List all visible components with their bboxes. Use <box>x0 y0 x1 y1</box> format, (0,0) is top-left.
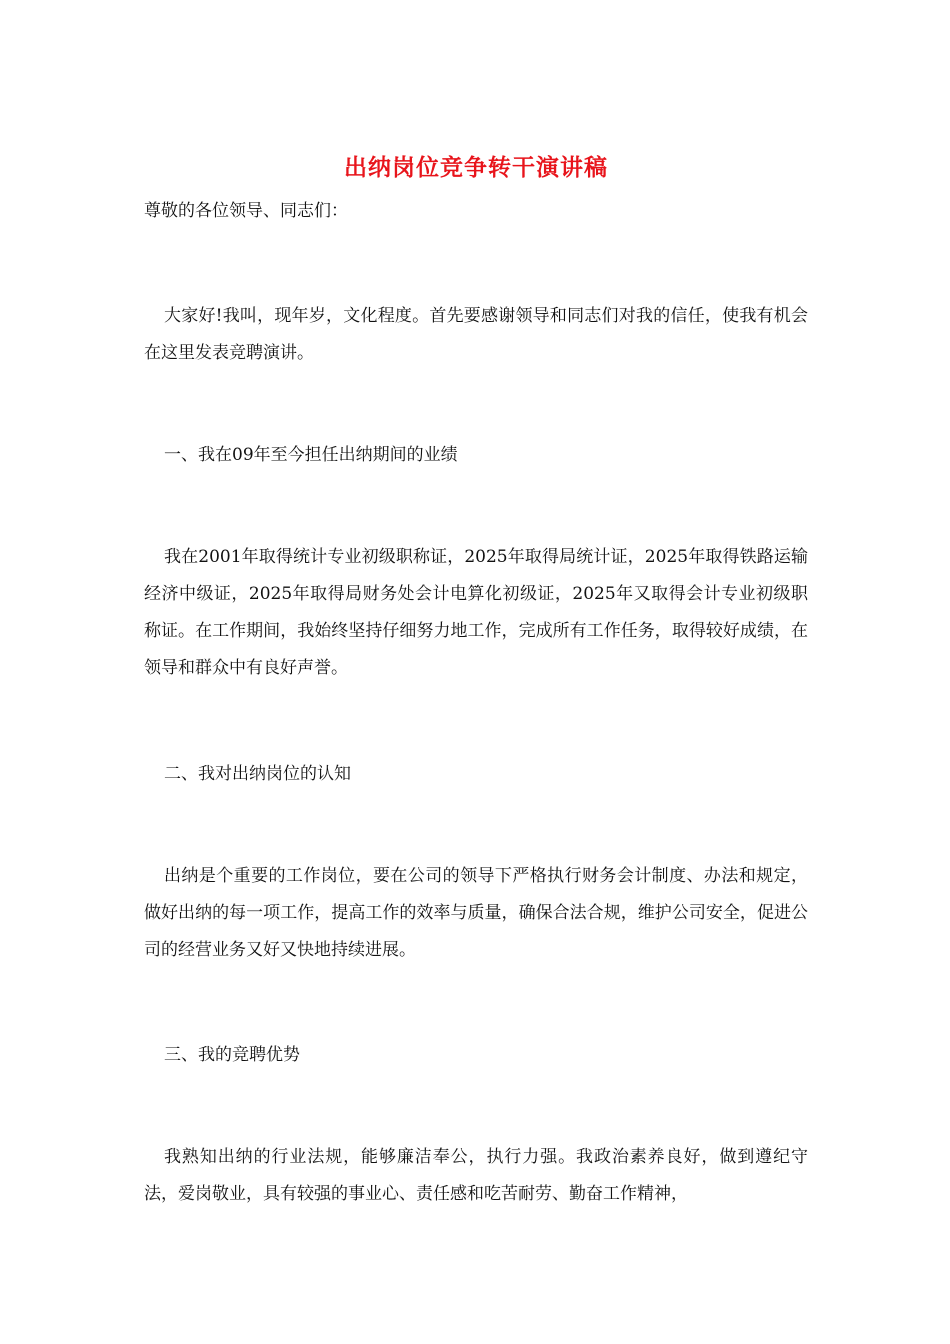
paragraph-advantages: 我熟知出纳的行业法规，能够廉洁奉公，执行力强。我政治素养良好，做到遵纪守法，爱岗敬业，具有较强的事业心、责任感和吃苦耐劳、勤奋工作精神， <box>144 1147 808 1204</box>
salutation: 尊敬的各位领导、同志们： <box>144 201 348 221</box>
section-heading-3: 三、我的竞聘优势 <box>164 1045 300 1065</box>
section-heading-1: 一、我在09年至今担任出纳期间的业绩 <box>164 445 458 465</box>
paragraph-achievements: 我在2001年取得统计专业初级职称证，2025年取得局统计证，2025年取得铁路运输经济中级证，2025年取得局财务处会计电算化初级证，2025年又取得会计专业初级职称证。在工作期间，我始终坚持仔细努力地工作，完成所有工作任务，取得较好成绩，在领导和群众中有良好声誉。 <box>144 547 808 678</box>
section-heading-2: 二、我对出纳岗位的认知 <box>164 764 351 784</box>
document-title: 出纳岗位竞争转干演讲稿 <box>344 154 608 181</box>
paragraph-role-understanding: 出纳是个重要的工作岗位，要在公司的领导下严格执行财务会计制度、办法和规定，做好出纳的每一项工作，提高工作的效率与质量，确保合法合规，维护公司安全，促进公司的经营业务又好又快地持续进展。 <box>144 866 808 960</box>
paragraph-intro: 大家好!我叫，现年岁，文化程度。首先要感谢领导和同志们对我的信任，使我有机会在这里发表竞聘演讲。 <box>144 306 808 363</box>
